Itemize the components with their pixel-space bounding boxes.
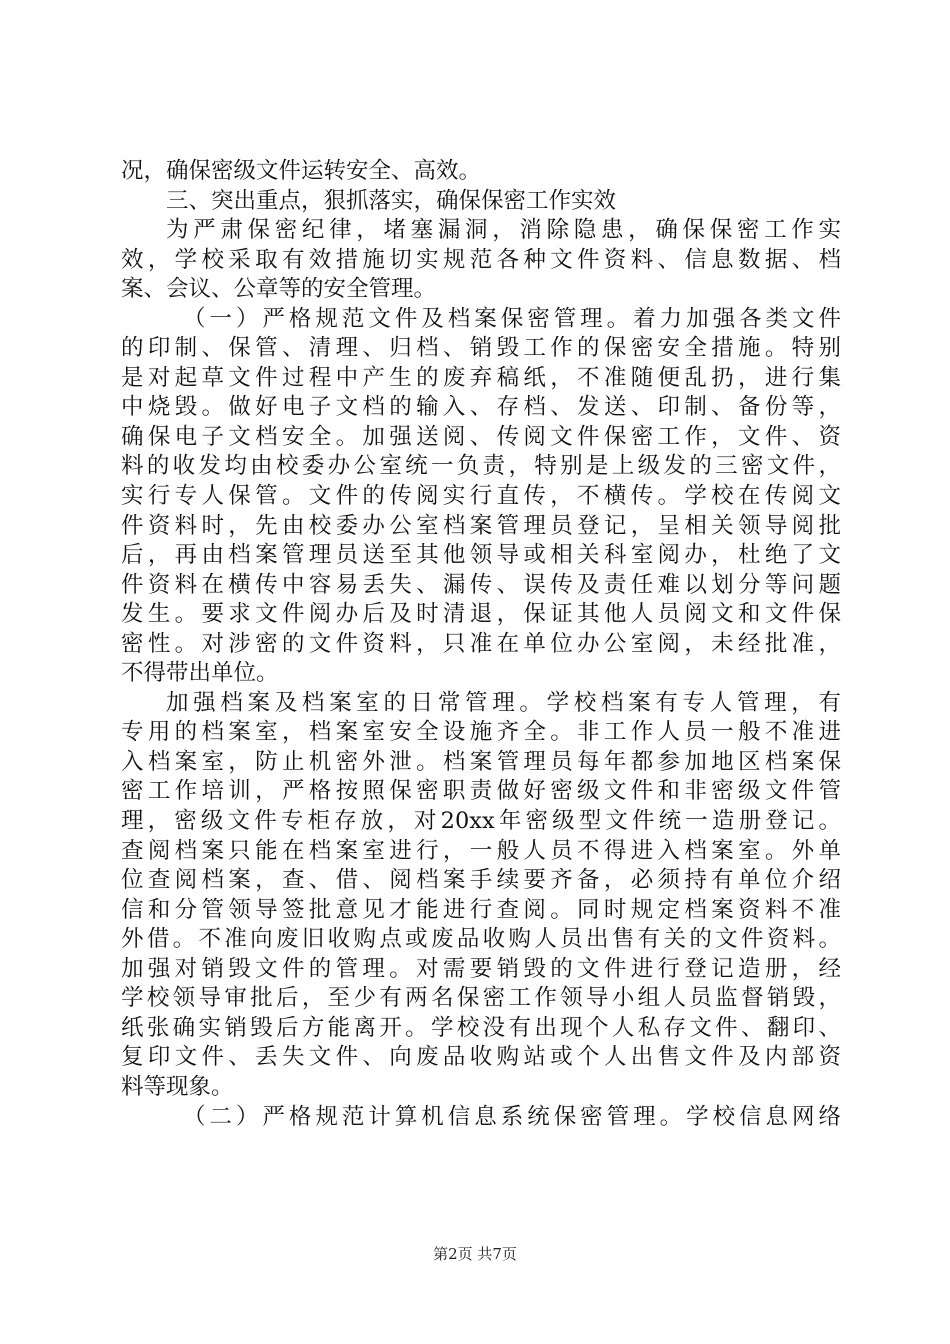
text-line: 纸张确实销毁后方能离开。学校没有出现个人私存文件、翻印、 <box>121 1014 841 1041</box>
text-line: 料的收发均由校委办公室统一负责，特别是上级发的三密文件， <box>121 453 841 480</box>
text-line: 后，再由档案管理员送至其他领导或相关科室阅办，杜绝了文 <box>121 542 841 569</box>
text-line: 况，确保密级文件运转安全、高效。 <box>121 158 482 184</box>
text-line: 实行专人保管。文件的传阅实行直传，不横传。学校在传阅文 <box>121 483 841 510</box>
text-line: 加强档案及档案室的日常管理。学校档案有专人管理，有 <box>166 689 841 716</box>
text-line: 密工作培训，严格按照保密职责做好密级文件和非密级文件管 <box>121 778 841 805</box>
text-line: 入档案室，防止机密外泄。档案管理员每年都参加地区档案保 <box>121 748 841 775</box>
text-line: 中烧毁。做好电子文档的输入、存档、发送、印制、备份等， <box>121 394 841 421</box>
text-line: 是对起草文件过程中产生的废弃稿纸，不准随便乱扔，进行集 <box>121 364 841 391</box>
text-line: 效，学校采取有效措施切实规范各种文件资料、信息数据、档 <box>121 246 841 273</box>
text-line: 件资料时，先由校委办公室档案管理员登记，呈相关领导阅批 <box>121 512 841 539</box>
text-line: 案、会议、公章等的安全管理。 <box>121 276 437 303</box>
text-line: 查阅档案只能在档案室进行，一般人员不得进入档案室。外单 <box>121 837 841 864</box>
text-line: 外借。不准向废旧收购点或废品收购人员出售有关的文件资料。 <box>121 926 841 953</box>
text-line: 学校领导审批后，至少有两名保密工作领导小组人员监督销毁， <box>121 985 841 1012</box>
body-text <box>121 157 841 1132</box>
text-line: 不得带出单位。 <box>121 660 279 687</box>
text-line: 的印制、保管、清理、归档、销毁工作的保密安全措施。特别 <box>121 335 841 362</box>
page-number-footer: 第2页 共7页 <box>433 1245 517 1263</box>
text-line: 确保电子文档安全。加强送阅、传阅文件保密工作，文件、资 <box>121 423 841 450</box>
text-line: 发生。要求文件阅办后及时清退，保证其他人员阅文和文件保 <box>121 601 841 628</box>
text-line: 理，密级文件专柜存放，对20xx年密级型文件统一造册登记。 <box>121 808 841 835</box>
text-line: 位查阅档案，查、借、阅档案手续要齐备，必须持有单位介绍 <box>121 867 841 894</box>
text-line: 件资料在横传中容易丢失、漏传、误传及责任难以划分等问题 <box>121 571 841 598</box>
text-line: 复印文件、丢失文件、向废品收购站或个人出售文件及内部资 <box>121 1044 841 1071</box>
subsection-heading-line: （二）严格规范计算机信息系统保密管理。学校信息网络 <box>183 1103 841 1130</box>
text-line: 信和分管领导签批意见才能进行查阅。同时规定档案资料不准 <box>121 896 841 923</box>
text-line: 专用的档案室，档案室安全设施齐全。非工作人员一般不准进 <box>121 719 841 746</box>
section-heading: 三、突出重点，狠抓落实，确保保密工作实效 <box>166 187 617 214</box>
subsection-heading-line: （一）严格规范文件及档案保密管理。着力加强各类文件 <box>183 305 841 332</box>
text-line: 为严肃保密纪律，堵塞漏洞，消除隐患，确保保密工作实 <box>166 217 841 244</box>
text-line: 料等现象。 <box>121 1073 234 1100</box>
text-line: 加强对销毁文件的管理。对需要销毁的文件进行登记造册，经 <box>121 955 841 982</box>
text-line: 密性。对涉密的文件资料，只准在单位办公室阅，未经批准， <box>121 630 841 657</box>
